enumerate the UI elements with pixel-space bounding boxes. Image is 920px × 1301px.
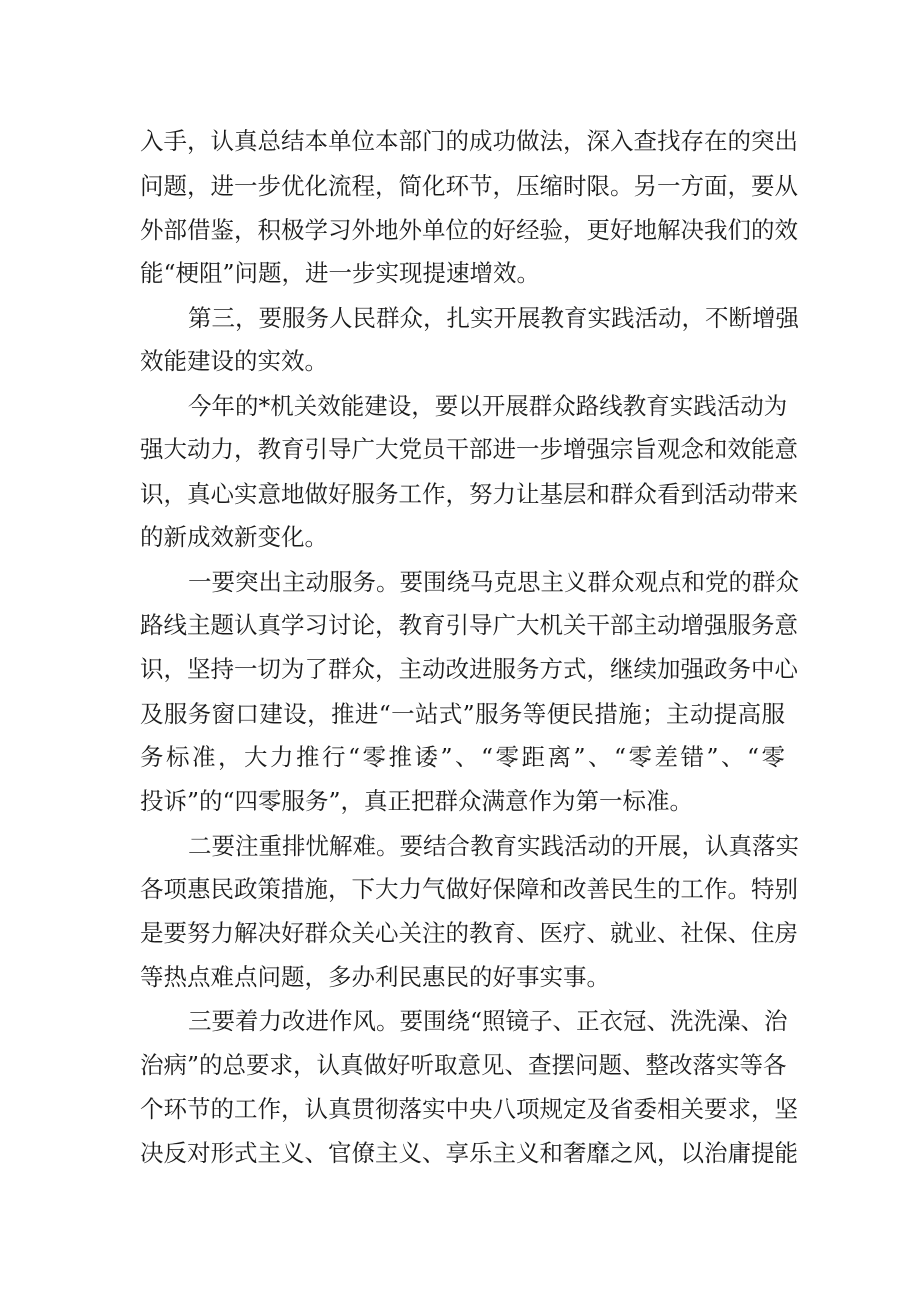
text-line: 及服务窗口建设，推进“一站式”服务等便民措施；主动提高服 (140, 700, 785, 728)
text-line: 第三，要服务人民群众，扎实开展教育实践活动，不断增强 (188, 304, 799, 332)
text-line: 识，坚持一切为了群众，主动改进服务方式，继续加强政务中心 (140, 655, 798, 683)
text-line: 路线主题认真学习讨论，教育引导广大机关干部主动增强服务意 (140, 611, 798, 639)
text-line: 效能建设的实效。 (140, 347, 328, 375)
text-line: 个环节的工作，认真贯彻落实中央八项规定及省委相关要求，坚 (140, 1095, 798, 1123)
text-line: 一要突出主动服务。要围绕马克思主义群众观点和党的群众 (188, 568, 799, 596)
text-line: 投诉”的“四零服务”，真正把群众满意作为第一标准。 (140, 787, 694, 815)
text-line: 二要注重排忧解难。要结合教育实践活动的开展，认真落实 (188, 832, 799, 860)
text-line: 治病”的总要求，认真做好听取意见、查摆问题、整改落实等各 (140, 1051, 787, 1079)
text-line: 决反对形式主义、官僚主义、享乐主义和奢靡之风，以治庸提能 (140, 1139, 798, 1167)
text-line: 三要着力改进作风。要围绕“照镜子、正衣冠、洗洗澡、治 (188, 1007, 788, 1035)
text-line: 识，真心实意地做好服务工作，努力让基层和群众看到活动带来 (140, 480, 798, 508)
text-line: 强大动力，教育引导广大党员干部进一步增强宗旨观念和效能意 (140, 435, 798, 463)
text-line: 各项惠民政策措施，下大力气做好保障和改善民生的工作。特别 (140, 875, 798, 903)
text-line: 务标准，大力推行“零推诿”、“零距离”、“零差错”、“零 (140, 743, 785, 771)
text-line: 入手，认真总结本单位本部门的成功做法，深入查找存在的突出 (140, 127, 798, 155)
text-line: 等热点难点问题，多办利民惠民的好事实事。 (140, 963, 610, 991)
text-line: 能“梗阻”问题，进一步实现提速增效。 (140, 259, 541, 287)
text-line: 的新成效新变化。 (140, 523, 328, 551)
text-line: 是要努力解决好群众关心关注的教育、医疗、就业、社保、住房 (140, 919, 798, 947)
text-line: 外部借鉴，积极学习外地外单位的好经验，更好地解决我们的效 (140, 216, 798, 244)
text-line: 问题，进一步优化流程，简化环节，压缩时限。另一方面，要从 (140, 172, 798, 200)
text-line: 今年的*机关效能建设，要以开展群众路线教育实践活动为 (188, 392, 788, 420)
